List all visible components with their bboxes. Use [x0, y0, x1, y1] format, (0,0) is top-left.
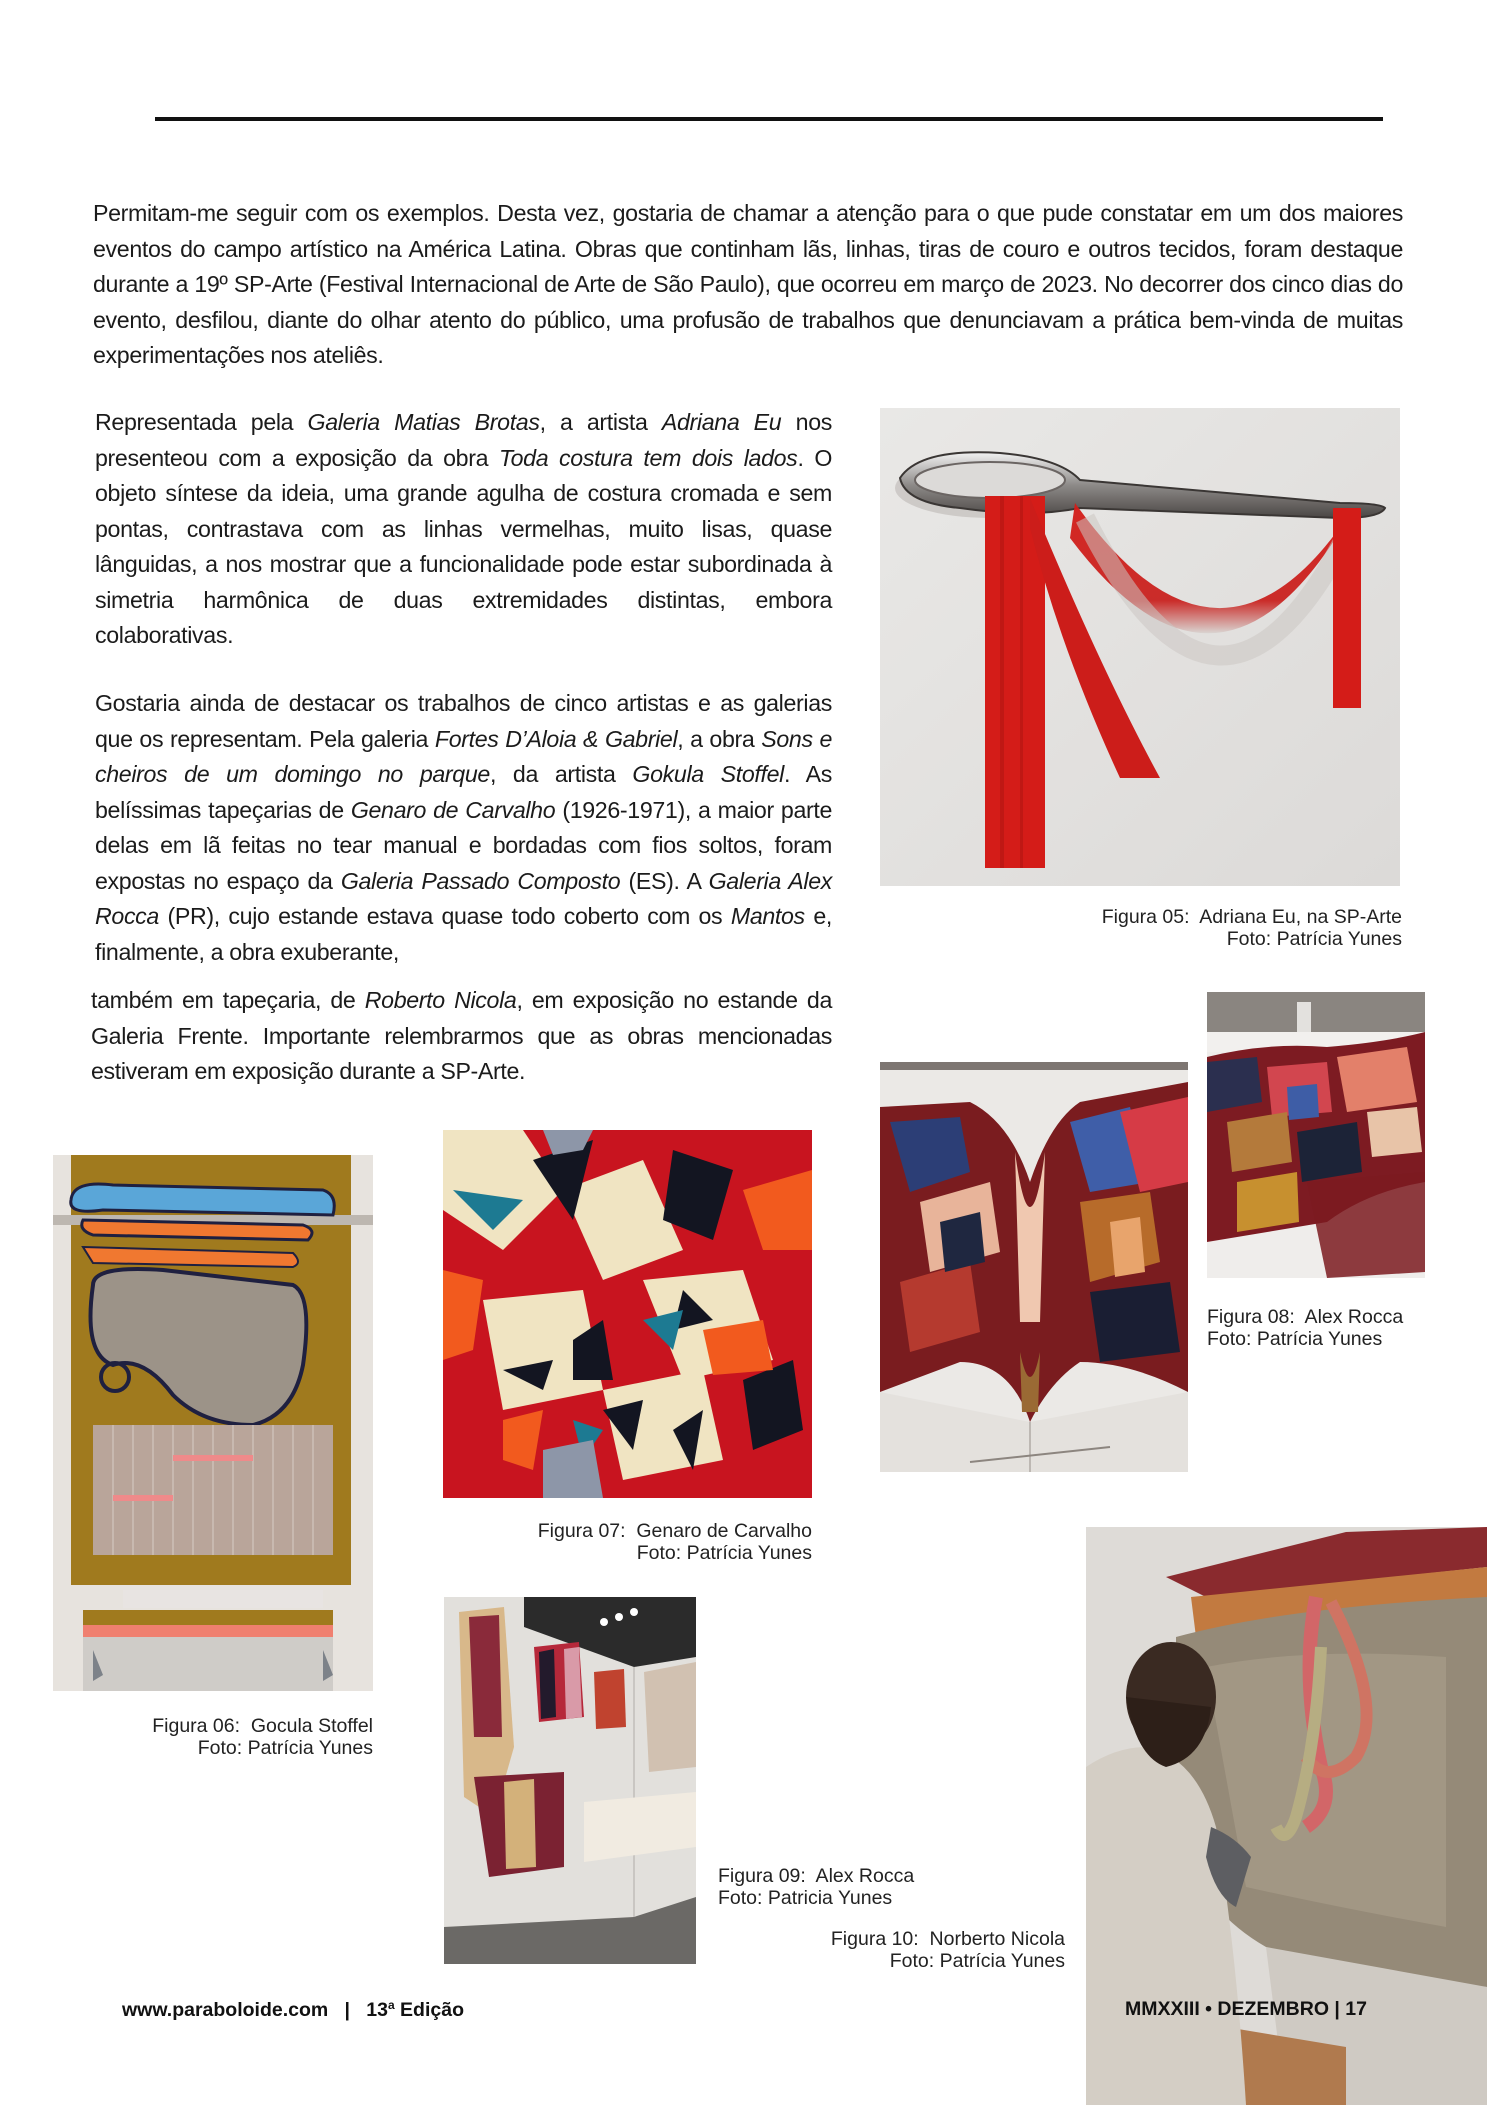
footer-edition-label: Edição — [394, 1999, 464, 2021]
figure-05-caption: Figura 05: Adriana Eu, na SP-Arte Foto: Patrícia Yunes — [1101, 906, 1402, 950]
figure-alex-rocca-corner-image — [880, 1062, 1188, 1472]
figure-09-image — [444, 1597, 696, 1964]
footer-edition-ordinal: a — [387, 1998, 395, 2012]
needle-threads-illustration — [880, 408, 1400, 886]
figure-09-caption: Figura 09: Alex Rocca Foto: Patricia Yunes — [718, 1865, 915, 1909]
tufted-mantle-corner-illustration — [880, 1062, 1188, 1472]
footer-edition-number: 13 — [366, 1999, 388, 2021]
tufted-mantle-detail-illustration — [1207, 992, 1425, 1278]
footer-right-date-page: MMXXIII • DEZEMBRO | 17 — [1125, 1998, 1367, 2020]
woven-tapestry-illustration — [53, 1155, 373, 1691]
header-rule — [155, 117, 1383, 121]
figure-10-caption: Figura 10: Norberto Nicola Foto: Patrícia Yunes — [830, 1928, 1065, 1972]
paragraph-intro: Permitam-me seguir com os exemplos. Desta vez, gostaria de chamar a atenção para o que pude constatar em um dos maiores eventos do campo artístico na América Latina. Obras que continham lãs, linhas, tiras de couro e outros tecidos, foram destaque durante a 19º SP-Arte (Festival Internacional de Arte de São Paulo), que ocorreu em março de 2023. No decorrer dos cinco dias do evento, desfilou, diante do olhar atento do público, uma profusão de trabalhos que denunciavam a prática bem-vinda de muitas experimentações nos ateliês. — [93, 200, 1403, 368]
figure-05-image — [880, 408, 1400, 886]
figure-08-caption: Figura 08: Alex Rocca Foto: Patrícia Yunes — [1207, 1306, 1404, 1350]
footer-separator: | — [344, 1999, 350, 2021]
gallery-booth-illustration — [444, 1597, 696, 1964]
geometric-wool-tapestry-illustration — [443, 1130, 812, 1498]
figure-07-image — [443, 1130, 812, 1498]
figure-08-image — [1207, 992, 1425, 1278]
figure-06-image — [53, 1155, 373, 1691]
figure-07-caption: Figura 07: Genaro de Carvalho Foto: Patrícia Yunes — [537, 1520, 812, 1564]
paragraph-five-artists: Gostaria ainda de destacar os trabalhos de cinco artistas e as galerias que os representam. Pela galeria Fortes D’Aloia & Gabriel, a obra Sons e cheiros de um domingo no parque, da artista Gokula Stoffel. As belíssimas tapeçarias de Genaro de Carvalho (1926-1971), a maior parte delas em lã feitas no tear manual e bordadas com fios soltos, foram expostas no espaço da Galeria Passado Composto (ES). A Galeria Alex Rocca (PR), cujo estande estava quase todo coberto com os Mantos e, finalmente, a obra exuberante, — [95, 690, 833, 965]
paragraph-adriana-eu: Representada pela Galeria Matias Brotas, a artista Adriana Eu nos presenteou com a exposição da obra Toda costura tem dois lados. O objeto síntese da ideia, uma grande agulha de costura cromada e sem pontas, contrastava com as linhas vermelhas, muito lisas, quase lânguidas, a nos mostrar que a funcionalidade pode estar subordinada à simetria harmônica de duas extremidades distintas, embora colaborativas. — [95, 409, 833, 648]
figure-06-caption: Figura 06: Gocula Stoffel Foto: Patrícia Yunes — [152, 1715, 373, 1759]
footer-site-link[interactable]: www.paraboloide.com — [122, 1999, 329, 2021]
footer-left — [122, 1998, 464, 2022]
paragraph-roberto-nicola: também em tapeçaria, de Roberto Nicola, em exposição no estande da Galeria Frente. Importante relembrarmos que as obras mencionadas estiveram em exposição durante a SP-Arte. — [91, 987, 833, 1084]
